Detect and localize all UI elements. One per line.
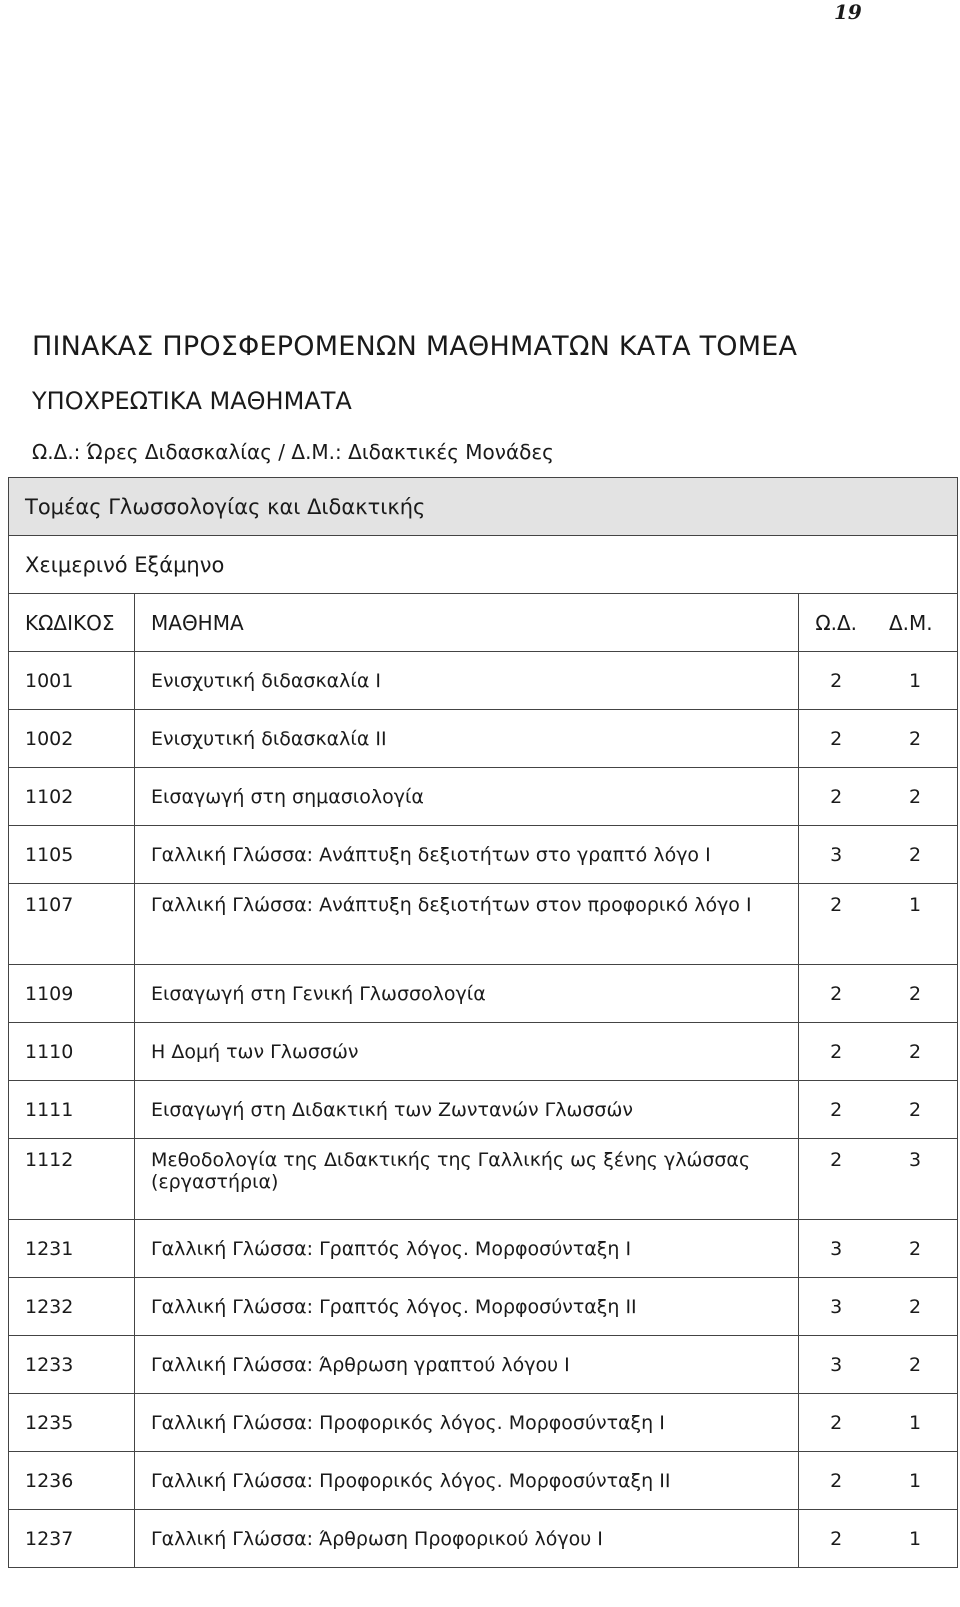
course-hours: 2	[799, 1139, 873, 1220]
course-title: Η Δομή των Γλωσσών	[135, 1023, 799, 1081]
course-hours: 2	[799, 884, 873, 965]
course-hours: 3	[799, 826, 873, 884]
course-code: 1236	[9, 1452, 135, 1510]
course-hours: 3	[799, 1278, 873, 1336]
course-code: 1001	[9, 652, 135, 710]
section-subtitle: ΥΠΟΧΡΕΩΤΙΚΑ ΜΑΘΗΜΑΤΑ	[32, 387, 352, 415]
table-row	[9, 1220, 958, 1278]
table-header-row	[9, 594, 958, 652]
abbreviation-legend: Ω.Δ.: Ώρες Διδασκαλίας / Δ.Μ.: Διδακτικές Μονάδες	[32, 440, 554, 464]
course-title: Γαλλική Γλώσσα: Ανάπτυξη δεξιοτήτων στον προφορικό λόγο Ι	[135, 884, 799, 965]
course-code: 1235	[9, 1394, 135, 1452]
course-code: 1231	[9, 1220, 135, 1278]
table-row	[9, 710, 958, 768]
header-code: ΚΩΔΙΚΟΣ	[9, 594, 135, 652]
course-units: 1	[873, 1452, 958, 1510]
course-hours: 2	[799, 1510, 873, 1568]
course-units: 1	[873, 1394, 958, 1452]
header-course: ΜΑΘΗΜΑ	[135, 594, 799, 652]
course-code: 1237	[9, 1510, 135, 1568]
course-code: 1232	[9, 1278, 135, 1336]
table-row	[9, 768, 958, 826]
table-row	[9, 965, 958, 1023]
header-units: Δ.Μ.	[873, 594, 958, 652]
table-row	[9, 826, 958, 884]
table-row	[9, 1394, 958, 1452]
course-hours: 2	[799, 1023, 873, 1081]
course-units: 2	[873, 768, 958, 826]
table-row	[9, 1139, 958, 1220]
header-hours: Ω.Δ.	[799, 594, 873, 652]
page-number: 19	[834, 0, 862, 24]
semester-row	[9, 536, 958, 594]
course-title: Γαλλική Γλώσσα: Άρθρωση Προφορικού λόγου Ι	[135, 1510, 799, 1568]
course-units: 1	[873, 1510, 958, 1568]
course-units: 3	[873, 1139, 958, 1220]
table-row	[9, 884, 958, 965]
course-code: 1110	[9, 1023, 135, 1081]
course-hours: 3	[799, 1220, 873, 1278]
course-units: 1	[873, 652, 958, 710]
course-hours: 2	[799, 965, 873, 1023]
course-hours: 2	[799, 1452, 873, 1510]
course-hours: 2	[799, 710, 873, 768]
course-code: 1105	[9, 826, 135, 884]
table-row	[9, 652, 958, 710]
course-title: Εισαγωγή στη Γενική Γλωσσολογία	[135, 965, 799, 1023]
course-title: Γαλλική Γλώσσα: Προφορικός λόγος. Μορφοσύνταξη ΙΙ	[135, 1452, 799, 1510]
course-title: Γαλλική Γλώσσα: Γραπτός λόγος. Μορφοσύνταξη Ι	[135, 1220, 799, 1278]
course-title: Εισαγωγή στη σημασιολογία	[135, 768, 799, 826]
courses-table	[8, 477, 958, 1568]
course-units: 2	[873, 710, 958, 768]
course-title: Ενισχυτική διδασκαλία Ι	[135, 652, 799, 710]
table-row	[9, 1336, 958, 1394]
table-row	[9, 1452, 958, 1510]
course-hours: 2	[799, 768, 873, 826]
course-code: 1107	[9, 884, 135, 965]
course-hours: 3	[799, 1336, 873, 1394]
course-title: Ενισχυτική διδασκαλία ΙΙ	[135, 710, 799, 768]
course-code: 1111	[9, 1081, 135, 1139]
course-units: 1	[873, 884, 958, 965]
table-row	[9, 1023, 958, 1081]
course-units: 2	[873, 1220, 958, 1278]
course-title: Εισαγωγή στη Διδακτική των Ζωντανών Γλωσσών	[135, 1081, 799, 1139]
course-units: 2	[873, 1278, 958, 1336]
course-units: 2	[873, 1023, 958, 1081]
course-code: 1002	[9, 710, 135, 768]
course-title: Γαλλική Γλώσσα: Προφορικός λόγος. Μορφοσύνταξη Ι	[135, 1394, 799, 1452]
course-units: 2	[873, 826, 958, 884]
table-row	[9, 1510, 958, 1568]
course-units: 2	[873, 1336, 958, 1394]
course-code: 1233	[9, 1336, 135, 1394]
course-title: Γαλλική Γλώσσα: Γραπτός λόγος. Μορφοσύνταξη ΙΙ	[135, 1278, 799, 1336]
course-hours: 2	[799, 1081, 873, 1139]
course-title: Μεθοδολογία της Διδακτικής της Γαλλικής ως ξένης γλώσσας (εργαστήρια)	[135, 1139, 799, 1220]
semester-label: Χειμερινό Εξάμηνο	[9, 536, 958, 594]
course-title: Γαλλική Γλώσσα: Άρθρωση γραπτού λόγου Ι	[135, 1336, 799, 1394]
course-hours: 2	[799, 652, 873, 710]
course-title: Γαλλική Γλώσσα: Ανάπτυξη δεξιοτήτων στο γραπτό λόγο Ι	[135, 826, 799, 884]
course-code: 1102	[9, 768, 135, 826]
course-code: 1109	[9, 965, 135, 1023]
table-row	[9, 1278, 958, 1336]
sector-row	[9, 478, 958, 536]
page-title: ΠΙΝΑΚΑΣ ΠΡΟΣΦΕΡΟΜΕΝΩΝ ΜΑΘΗΜΑΤΩΝ ΚΑΤΑ ΤΟΜΕΑ	[32, 331, 798, 362]
table-row	[9, 1081, 958, 1139]
course-code: 1112	[9, 1139, 135, 1220]
course-hours: 2	[799, 1394, 873, 1452]
sector-label: Τομέας Γλωσσολογίας και Διδακτικής	[9, 478, 958, 536]
course-units: 2	[873, 965, 958, 1023]
course-units: 2	[873, 1081, 958, 1139]
